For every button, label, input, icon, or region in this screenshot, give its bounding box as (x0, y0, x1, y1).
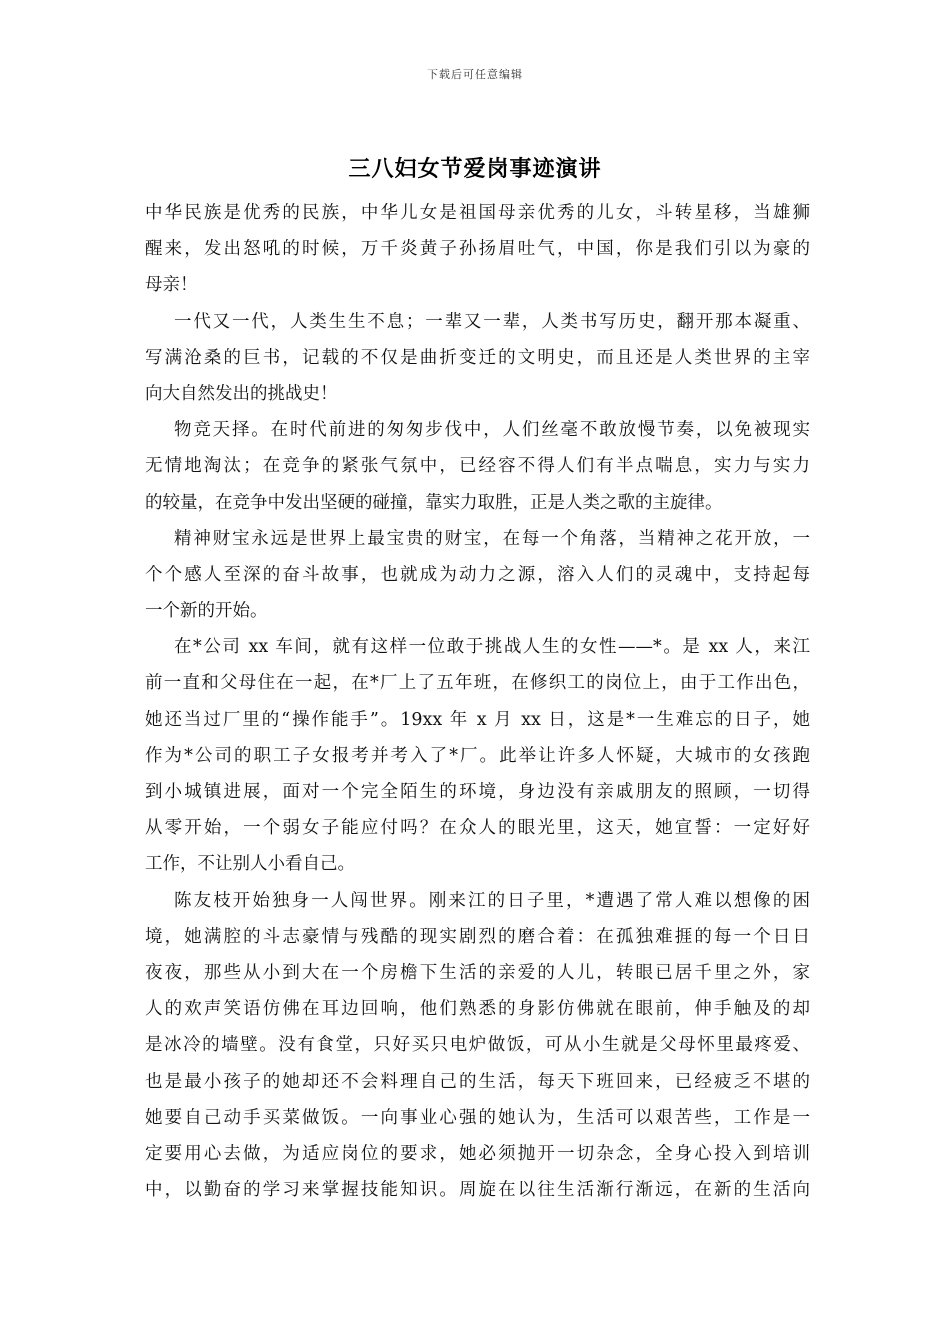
text-line: 向大自然发出的挑战史！ (145, 383, 338, 404)
text-line: 前一直和父母住在一起，在*厂上了五年班，在修织工的岗位上，由于工作出色， (145, 673, 810, 694)
paragraph (145, 629, 810, 882)
paragraph (145, 304, 810, 413)
text-line: 个个感人至深的奋斗故事，也就成为动力之源，溶入人们的灵魂中，支持起每 (145, 564, 810, 585)
text-line: 到小城镇进展，面对一个完全陌生的环境，身边没有亲戚朋友的照顾，一切得 (145, 782, 810, 802)
text-line: 她要自己动手买菜做饭。一向事业心强的她认为，生活可以艰苦些，工作是一 (145, 1107, 810, 1128)
text-line: 也是最小孩子的她却还不会料理自己的生活，每天下班回来，已经疲乏不堪的 (145, 1071, 810, 1092)
text-line: 无情地淘汰；在竞争的紧张气氛中，已经容不得人们有半点喘息，实力与实力 (145, 456, 810, 477)
text-line: 的较量，在竞争中发出坚硬的碰撞，靠实力取胜，正是人类之歌的主旋律。 (145, 492, 723, 513)
text-line: 中华民族是优秀的民族，中华儿女是祖国母亲优秀的儿女，斗转星移，当雄狮 (145, 203, 810, 223)
text-line: 在*公司 xx 车间，就有这样一位敢于挑战人生的女性——*。是 xx 人，来江 (174, 637, 810, 658)
text-line: 陈友枝开始独身一人闯世界。刚来江的日子里，*遭遇了常人难以想像的困 (174, 890, 810, 911)
paragraph (145, 412, 810, 521)
text-line: 一个新的开始。 (145, 601, 268, 622)
paragraph (145, 195, 810, 304)
document-body (145, 195, 810, 1208)
text-line: 一代又一代，人类生生不息；一辈又一辈，人类书写历史，翻开那本凝重、 (174, 311, 810, 332)
text-line: 从零开始，一个弱女子能应付吗？在众人的眼光里，这天，她宣誓：一定好好 (145, 818, 810, 839)
text-line: 她还当过厂里的“操作能手”。19xx 年 x 月 xx 日，这是*一生难忘的日子，她 (145, 709, 810, 730)
text-line: 定要用心去做，为适应岗位的要求，她必须抛开一切杂念，全身心投入到培训 (145, 1143, 810, 1164)
text-line: 工作，不让别人小看自己。 (145, 854, 355, 875)
text-line: 中，以勤奋的学习来掌握技能知识。周旋在以往生活渐行渐远，在新的生活向 (145, 1180, 810, 1201)
text-line: 醒来，发出怒吼的时候，万千炎黄子孙扬眉吐气，中国，你是我们引以为豪的 (145, 239, 810, 260)
page-title: 三八妇女节爱岗事迹演讲 (348, 156, 602, 182)
text-line: 精神财宝永远是世界上最宝贵的财宝，在每一个角落，当精神之花开放，一 (174, 528, 810, 549)
text-line: 人的欢声笑语仿佛在耳边回响，他们熟悉的身影仿佛就在眼前，伸手触及的却 (145, 999, 810, 1020)
text-line: 作为*公司的职工子女报考并考入了*厂。此举让许多人怀疑，大城市的女孩跑 (145, 745, 810, 766)
text-line: 是冰冷的墙壁。没有食堂，只好买只电炉做饭，可从小生就是父母怀里最疼爱、 (145, 1035, 810, 1056)
text-line: 夜夜，那些从小到大在一个房檐下生活的亲爱的人儿，转眼已居千里之外，家 (145, 962, 810, 983)
paragraph (145, 521, 810, 630)
paragraph (145, 883, 810, 1209)
text-line: 境，她满腔的斗志豪情与残酷的现实剧烈的磨合着：在孤独难捱的每一个日日 (145, 926, 810, 947)
text-line: 母亲！ (145, 275, 198, 296)
text-line: 写满沧桑的巨书，记载的不仅是曲折变迁的文明史，而且还是人类世界的主宰 (145, 347, 810, 368)
text-line: 物竞天择。在时代前进的匆匆步伐中，人们丝毫不敢放慢节奏，以免被现实 (174, 420, 810, 441)
header-note: 下载后可任意编辑 (427, 68, 523, 81)
